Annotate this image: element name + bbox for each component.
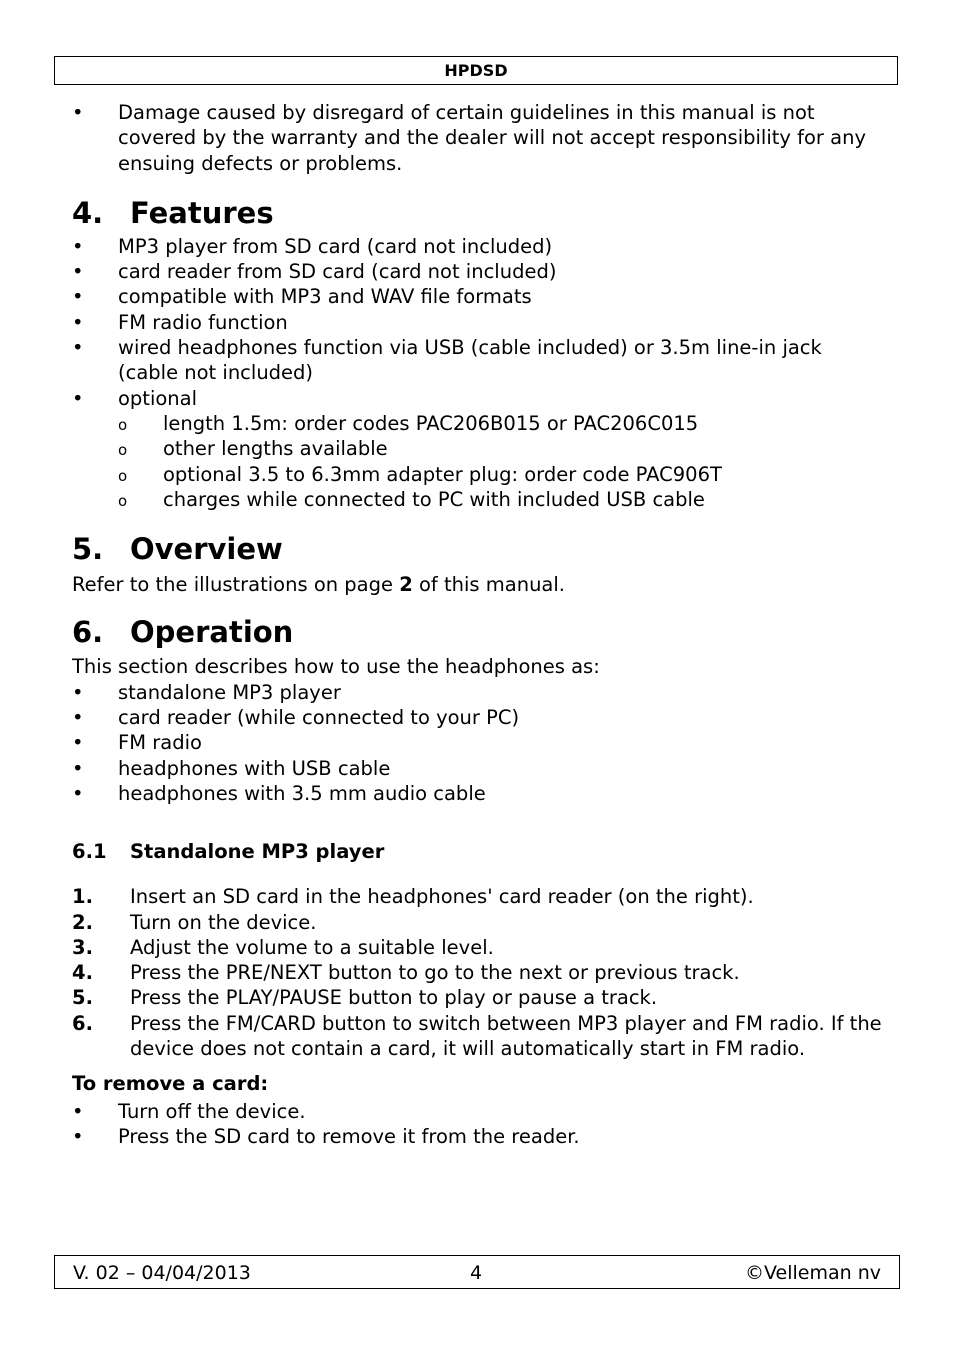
- footer-version: V. 02 – 04/04/2013: [73, 1262, 251, 1284]
- bullet-icon: •: [72, 386, 84, 410]
- step-number: 6.: [72, 1011, 93, 1035]
- page-content: [72, 100, 882, 1149]
- bullet-icon: •: [72, 680, 84, 704]
- sub-list-item: o optional 3.5 to 6.3mm adapter plug: order code PAC906T: [72, 462, 882, 487]
- step-number: 4.: [72, 961, 93, 985]
- list-item: • headphones with 3.5 mm audio cable: [72, 781, 486, 805]
- sub-list-item: o length 1.5m: order codes PAC206B015 or PAC206C015: [72, 411, 882, 436]
- sub-list-item: o other lengths available: [72, 436, 882, 461]
- bullet-icon: •: [72, 234, 84, 258]
- bullet-icon: •: [72, 336, 84, 360]
- circle-bullet-icon: o: [118, 441, 128, 460]
- page-reference: 2: [399, 573, 413, 597]
- step-number: 5.: [72, 986, 93, 1010]
- step-item: 1. Insert an SD card in the headphones' card reader (on the right).: [72, 885, 754, 909]
- list-item: • Damage caused by disregard of certain guidelines in this manual is not covered by the warranty and the dealer will not accept responsibility for any ensuing defects or problems.: [72, 101, 866, 175]
- subsection-heading: 6.1 Standalone MP3 player: [72, 840, 385, 864]
- footer-copyright: ©Velleman nv: [745, 1262, 881, 1284]
- bullet-icon: •: [72, 260, 84, 284]
- bullet-icon: •: [72, 1124, 84, 1148]
- list-item: • standalone MP3 player: [72, 680, 341, 704]
- circle-bullet-icon: o: [118, 491, 128, 510]
- list-item: • headphones with USB cable: [72, 756, 391, 780]
- list-item: • card reader (while connected to your PC): [72, 706, 520, 730]
- bullet-icon: •: [72, 285, 84, 309]
- step-item: 4. Press the PRE/NEXT button to go to the next or previous track.: [72, 961, 740, 985]
- list-item: • compatible with MP3 and WAV file formats: [72, 285, 532, 309]
- bullet-icon: •: [72, 1099, 84, 1123]
- footer-page-number: 4: [470, 1262, 483, 1284]
- step-item: 5. Press the PLAY/PAUSE button to play or pause a track.: [72, 986, 658, 1010]
- section-heading-overview: 5. Overview: [72, 532, 283, 567]
- step-item: 3. Adjust the volume to a suitable level.: [72, 935, 494, 959]
- bullet-icon: •: [72, 101, 84, 124]
- page-header: HPDSD: [54, 56, 898, 85]
- bullet-icon: •: [72, 310, 84, 334]
- bullet-icon: •: [72, 731, 84, 755]
- section-heading-features: 4. Features: [72, 195, 274, 230]
- list-item: • Press the SD card to remove it from the reader.: [72, 1124, 580, 1148]
- list-item: • card reader from SD card (card not included): [72, 260, 557, 284]
- circle-bullet-icon: o: [118, 415, 128, 434]
- list-item: • Turn off the device.: [72, 1099, 306, 1123]
- list-item: • wired headphones function via USB (cable included) or 3.5m line-in jack (cable not included): [72, 336, 822, 385]
- step-item: 2. Turn on the device.: [72, 910, 317, 934]
- step-number: 2.: [72, 910, 93, 934]
- list-item: • MP3 player from SD card (card not included): [72, 234, 553, 258]
- section-heading-operation: 6. Operation: [72, 615, 294, 650]
- bullet-icon: •: [72, 756, 84, 780]
- bullet-icon: •: [72, 781, 84, 805]
- sub-list-item: o charges while connected to PC with included USB cable: [72, 487, 882, 512]
- step-number: 1.: [72, 885, 93, 909]
- operation-intro: This section describes how to use the headphones as:: [72, 655, 600, 679]
- list-item: • FM radio function: [72, 310, 288, 334]
- overview-text: Refer to the illustrations on page 2 of this manual.: [72, 573, 565, 597]
- list-item: • optional: [72, 386, 198, 410]
- step-number: 3.: [72, 935, 93, 959]
- remove-card-heading: To remove a card:: [72, 1072, 269, 1096]
- page-footer: [54, 1255, 900, 1289]
- step-item: 6. Press the FM/CARD button to switch between MP3 player and FM radio. If the device does not contain a card, it will automatically start in FM radio.: [72, 1011, 882, 1061]
- bullet-icon: •: [72, 706, 84, 730]
- list-item: • FM radio: [72, 731, 202, 755]
- circle-bullet-icon: o: [118, 466, 128, 485]
